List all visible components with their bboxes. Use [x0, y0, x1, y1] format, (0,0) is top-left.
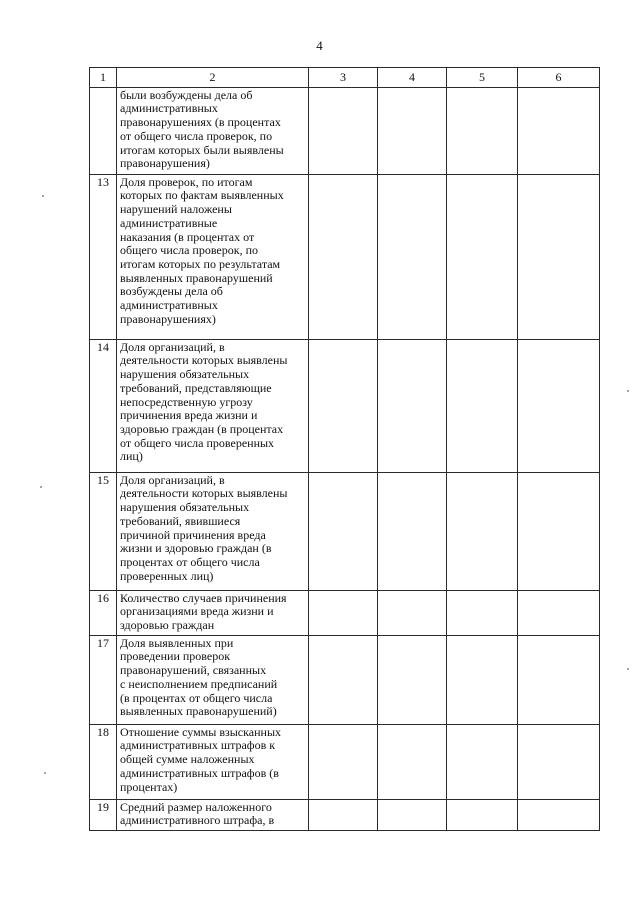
value-cell: [518, 472, 600, 590]
value-cell: [518, 87, 600, 174]
value-cell: [447, 799, 518, 830]
table-header-row: [90, 68, 600, 88]
value-cell: [378, 799, 447, 830]
value-cell: [518, 174, 600, 339]
indicator-text: Доля организаций, в деятельности которых выявлены нарушения обязательных требований, явившиеся причиной причинения вреда жизни и здоровью граждан (в процентах от общего числа проверенных лиц): [117, 472, 309, 590]
table-row: [90, 724, 600, 799]
value-cell: [518, 635, 600, 724]
table-row: [90, 590, 600, 635]
table-row: [90, 87, 600, 174]
value-cell: [309, 724, 378, 799]
value-cell: [447, 87, 518, 174]
row-number: 18: [90, 724, 117, 799]
row-number: 16: [90, 590, 117, 635]
value-cell: [309, 339, 378, 472]
column-header: 2: [117, 68, 309, 88]
indicators-table: [89, 67, 600, 831]
value-cell: [309, 87, 378, 174]
table-row: [90, 635, 600, 724]
column-header: 1: [90, 68, 117, 88]
value-cell: [447, 174, 518, 339]
scan-speck: [40, 486, 42, 488]
value-cell: [518, 590, 600, 635]
value-cell: [518, 724, 600, 799]
value-cell: [309, 590, 378, 635]
row-number: 13: [90, 174, 117, 339]
value-cell: [447, 339, 518, 472]
indicator-text: Доля организаций, в деятельности которых выявлены нарушения обязательных требований, представляющие непосредственную угрозу причинения вреда жизни и здоровью граждан (в процентах от общего числа проверенных лиц): [117, 339, 309, 472]
value-cell: [447, 635, 518, 724]
value-cell: [378, 87, 447, 174]
table-row: [90, 799, 600, 830]
column-header: 3: [309, 68, 378, 88]
table-row: [90, 174, 600, 339]
value-cell: [309, 799, 378, 830]
value-cell: [378, 590, 447, 635]
scan-speck: [44, 772, 46, 774]
table-row: [90, 472, 600, 590]
row-number: 17: [90, 635, 117, 724]
indicator-text: Доля выявленных при проведении проверок правонарушений, связанных с неисполнением предписаний (в процентах от общего числа выявленных правонарушений): [117, 635, 309, 724]
row-number: 14: [90, 339, 117, 472]
value-cell: [518, 799, 600, 830]
indicator-text: были возбуждены дела об административных правонарушениях (в процентах от общего числа проверок, по итогам которых были выявлены правонарушения): [117, 87, 309, 174]
value-cell: [378, 472, 447, 590]
scan-speck: [627, 668, 629, 670]
indicator-text: Средний размер наложенного административного штрафа, в: [117, 799, 309, 830]
value-cell: [309, 472, 378, 590]
indicator-text: Доля проверок, по итогам которых по фактам выявленных нарушений наложены административные наказания (в процентах от общего числа проверок, по итогам которых по результатам выявленных правонарушений возбуждены дела об административных правонарушениях): [117, 174, 309, 339]
table-row: [90, 339, 600, 472]
column-header: 5: [447, 68, 518, 88]
scan-speck: [42, 195, 44, 197]
column-header: 6: [518, 68, 600, 88]
indicator-text: Отношение суммы взысканных административных штрафов к общей сумме наложенных административных штрафов (в процентах): [117, 724, 309, 799]
scan-speck: [627, 390, 629, 392]
column-header: 4: [378, 68, 447, 88]
page-number: 4: [316, 38, 323, 53]
row-number: 15: [90, 472, 117, 590]
indicator-text: Количество случаев причинения организациями вреда жизни и здоровью граждан: [117, 590, 309, 635]
value-cell: [447, 724, 518, 799]
value-cell: [447, 590, 518, 635]
value-cell: [309, 635, 378, 724]
value-cell: [518, 339, 600, 472]
value-cell: [447, 472, 518, 590]
value-cell: [378, 635, 447, 724]
value-cell: [378, 339, 447, 472]
row-number: [90, 87, 117, 174]
value-cell: [378, 724, 447, 799]
value-cell: [309, 174, 378, 339]
row-number: 19: [90, 799, 117, 830]
value-cell: [378, 174, 447, 339]
